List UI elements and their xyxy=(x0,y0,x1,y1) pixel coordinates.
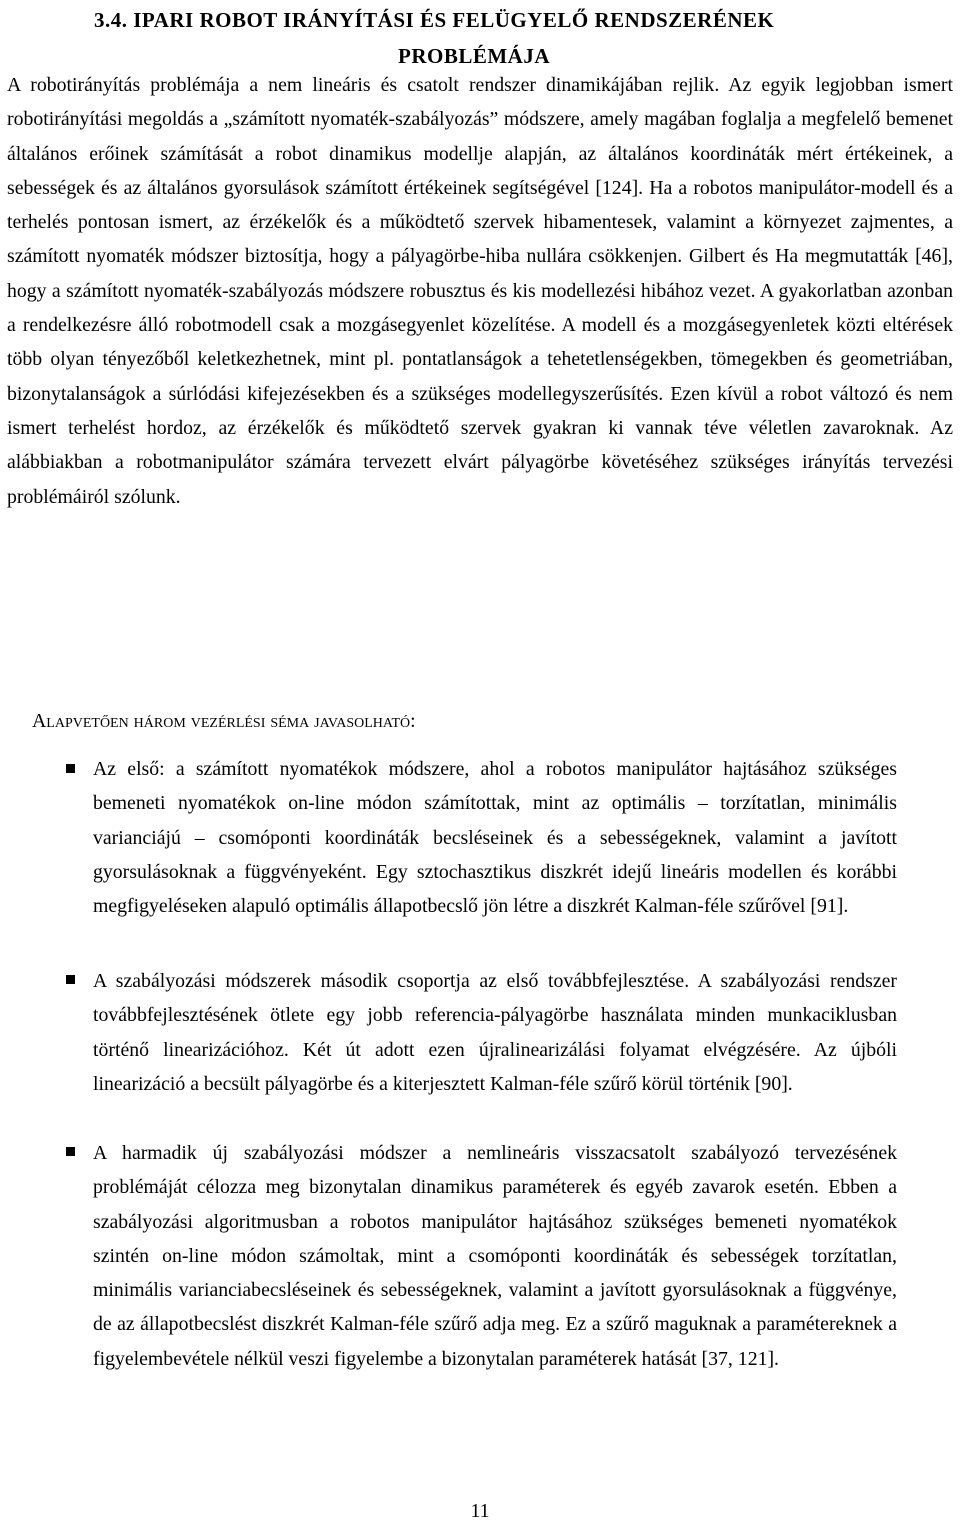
section-heading-line-1: 3.4. IPARI ROBOT IRÁNYÍTÁSI ÉS FELÜGYELŐ RENDSZERÉNEK xyxy=(94,8,775,32)
square-bullet-icon xyxy=(66,975,75,984)
body-paragraph: A robotirányítás problémája a nem lineáris és csatolt rendszer dinamikájában rejlik. Az egyik legjobban ismert robotirányítási megoldás a „számított nyomaték-szabályozás” módszere, amely magában foglalja a megfelelő bemenet általános erőinek számítását a robot dinamikus modellje alapján, az általános koordináták mért értékeinek, a sebességek és az általános gyorsulások számított értékeinek segítségével [124]. Ha a robotos manipulátor-modell és a terhelés pontosan ismert, az érzékelők és a működtető szervek hibamentesek, valamint a környezet zajmentes, a számított nyomaték módszer biztosítja, hogy a pályagörbe-hiba nullára csökkenjen. Gilbert és Ha megmutatták [46], hogy a számított nyomaték-szabályozás módszere robusztus és kis modellezési hibához vezet. A gyakorlatban azonban a rendelkezésre álló robotmodell csak a mozgásegyenlet közelítése. A modell és a mozgásegyenletek közti eltérések több olyan tényezőből keletkezhetnek, mint pl. pontatlanságok a tehetetlenségekben, tömegekben és geometriában, bizonytalanságok a súrlódási kifejezésekben és a szükséges modellegyszerűsítés. Ezen kívül a robot változó és nem ismert terhelést hordoz, az érzékelők és működtető szervek gyakran ki vannak téve véletlen zavaroknak. Az alábbiakban a robotmanipulátor számára tervezett elvárt pályagörbe követéséhez szükséges irányítás tervezési problémáiról szólunk. xyxy=(7,74,953,508)
page-number: 11 xyxy=(470,1500,490,1522)
section-heading-line-2: PROBLÉMÁJA xyxy=(398,44,550,68)
bullet-text: A szabályozási módszerek második csoportja az első továbbfejlesztése. A szabályozási rendszer továbbfejlesztésének ötlete egy jobb referencia-pályagörbe használata minden munkaciklusban történő linearizációhoz. Két út adott ezen újralinearizálási folyamat elvégzésére. Az újbóli linearizáció a becsült pályagörbe és a kiterjesztett Kalman-féle szűrő körül történik [90]. xyxy=(93,970,897,1095)
section-heading xyxy=(94,2,874,74)
square-bullet-icon xyxy=(66,764,75,773)
subheading: Alapvetően három vezérlési séma javasolható: xyxy=(32,710,416,732)
bullet-text: Az első: a számított nyomatékok módszere, ahol a robotos manipulátor hajtásához szükséges bemeneti nyomatékok on-line módon számítottak, mint az optimális – torzítatlan, minimális varianciájú – csomóponti koordináták becsléseinek és a sebességeknek, valamint a javított gyorsulásoknak a függvényeként. Egy sztochasztikus diszkrét idejű lineáris modellen és korábbi megfigyeléseken alapuló optimális állapotbecslő jön létre a diszkrét Kalman-féle szűrővel [91]. xyxy=(93,758,897,918)
bullet-text: A harmadik új szabályozási módszer a nemlineáris visszacsatolt szabályozó tervezésének problémáját célozza meg bizonytalan dinamikus paraméterek és egyéb zavarok esetén. Ebben a szabályozási algoritmusban a robotos manipulátor hajtásához szükséges bemeneti nyomatékok szintén on-line módon számoltak, mint a csomóponti koordináták és sebességek torzítatlan, minimális varianciabecsléseinek és sebességeknek, valamint a javított gyorsulásoknak a függvénye, de az állapotbecslést diszkrét Kalman-féle szűrő adja meg. Ez a szűrő maguknak a paramétereknek a figyelembevétele nélkül veszi figyelembe a bizonytalan paraméterek hatását [37, 121]. xyxy=(93,1142,897,1370)
square-bullet-icon xyxy=(66,1147,75,1156)
